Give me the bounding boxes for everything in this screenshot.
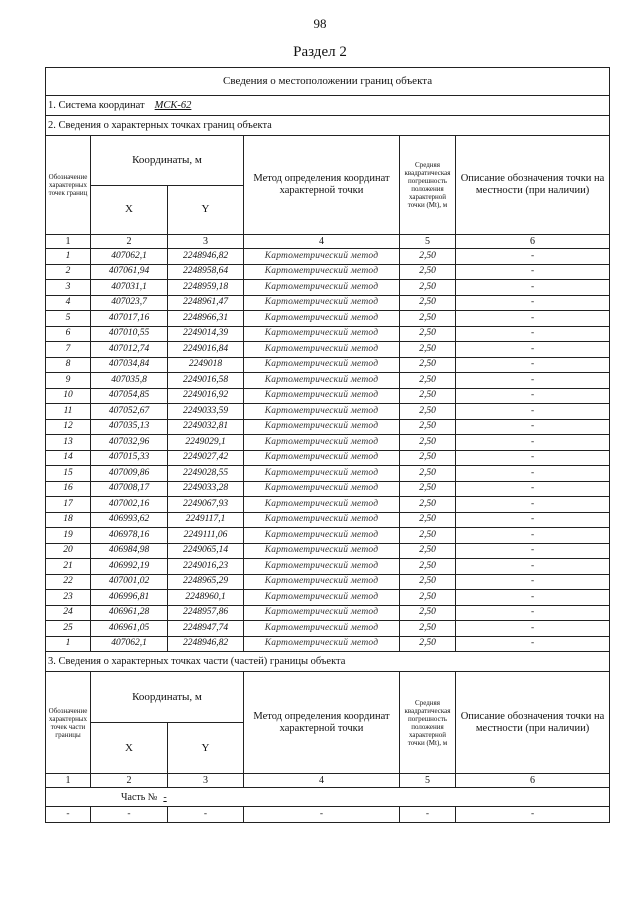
coordinate-system-row [46,96,610,116]
coord-y: 2249065,14 [168,543,244,559]
point-number: 2 [46,264,91,280]
header-coords-part: Координаты, м [91,672,244,723]
point-number: 15 [46,466,91,482]
table-row [46,636,610,652]
accuracy-cell: 2,50 [400,295,456,311]
table-row [46,497,610,513]
accuracy-cell: 2,50 [400,311,456,327]
coord-x: 406996,81 [91,590,168,606]
method-cell: Картометрический метод [244,295,400,311]
coord-x: 407001,02 [91,574,168,590]
point-number: 18 [46,512,91,528]
table-row [46,419,610,435]
method-cell: Картометрический метод [244,435,400,451]
table-row [46,280,610,296]
column-number: 2 [91,235,168,249]
part-cell: - [46,807,91,823]
table-row [46,357,610,373]
accuracy-cell: 2,50 [400,528,456,544]
method-cell: Картометрический метод [244,373,400,389]
section-3-row [46,652,610,672]
header-description-part: Описание обозначения точки на местности (при наличии) [456,672,610,774]
column-number: 6 [456,235,610,249]
accuracy-cell: 2,50 [400,543,456,559]
coord-y: 2248966,31 [168,311,244,327]
table-row [46,249,610,265]
column-number: 3 [168,774,244,788]
header-designation: Обозначение характерных точек границ [46,136,91,235]
coord-y: 2248947,74 [168,621,244,637]
coord-x: 406978,16 [91,528,168,544]
coord-x: 407023,7 [91,295,168,311]
header-designation-part: Обозначение характерных точек части границы [46,672,91,774]
coord-x: 407054,85 [91,388,168,404]
description-cell: - [456,280,610,296]
description-cell: - [456,466,610,482]
point-number: 7 [46,342,91,358]
point-number: 21 [46,559,91,575]
column-number: 4 [244,774,400,788]
coord-x: 407062,1 [91,249,168,265]
part-cell: - [168,807,244,823]
coord-y: 2248960,1 [168,590,244,606]
coord-y: 2249018 [168,357,244,373]
accuracy-cell: 2,50 [400,357,456,373]
accuracy-cell: 2,50 [400,280,456,296]
table-row [46,559,610,575]
header-method: Метод определения координат характерной точки [244,136,400,235]
method-cell: Картометрический метод [244,497,400,513]
header-method-part: Метод определения координат характерной точки [244,672,400,774]
coord-x: 407034,84 [91,357,168,373]
description-cell: - [456,419,610,435]
method-cell: Картометрический метод [244,590,400,606]
method-cell: Картометрический метод [244,326,400,342]
description-cell: - [456,621,610,637]
method-cell: Картометрический метод [244,481,400,497]
header-coords: Координаты, м [91,136,244,186]
coord-x: 407008,17 [91,481,168,497]
method-cell: Картометрический метод [244,528,400,544]
method-cell: Картометрический метод [244,280,400,296]
accuracy-cell: 2,50 [400,481,456,497]
method-cell: Картометрический метод [244,543,400,559]
method-cell: Картометрический метод [244,311,400,327]
column-number: 3 [168,235,244,249]
table-row [46,404,610,420]
header-y-part: Y [168,723,244,774]
method-cell: Картометрический метод [244,404,400,420]
boundary-table [45,67,610,823]
point-number: 24 [46,605,91,621]
column-number: 5 [400,774,456,788]
accuracy-cell: 2,50 [400,264,456,280]
part-header-row [46,672,610,723]
accuracy-cell: 2,50 [400,435,456,451]
part-label-cell [46,788,610,807]
table-row [46,466,610,482]
description-cell: - [456,264,610,280]
table-row [46,388,610,404]
coord-x: 407032,96 [91,435,168,451]
part-cell: - [244,807,400,823]
coord-x: 406993,62 [91,512,168,528]
coord-y: 2249033,59 [168,404,244,420]
coord-y: 2249016,92 [168,388,244,404]
description-cell: - [456,373,610,389]
coord-x: 407052,67 [91,404,168,420]
description-cell: - [456,404,610,420]
description-cell: - [456,388,610,404]
method-cell: Картометрический метод [244,636,400,652]
point-number: 12 [46,419,91,435]
table-row [46,326,610,342]
point-number: 23 [46,590,91,606]
coord-x: 407017,16 [91,311,168,327]
point-number: 13 [46,435,91,451]
coord-y: 2248957,86 [168,605,244,621]
accuracy-cell: 2,50 [400,605,456,621]
point-number: 22 [46,574,91,590]
description-cell: - [456,481,610,497]
table-row [46,450,610,466]
table-row [46,311,610,327]
method-cell: Картометрический метод [244,249,400,265]
method-cell: Картометрический метод [244,419,400,435]
description-cell: - [456,636,610,652]
part-label-row [46,788,610,807]
point-number: 17 [46,497,91,513]
point-number: 5 [46,311,91,327]
point-number: 20 [46,543,91,559]
part-label: Часть № [121,791,158,803]
description-cell: - [456,295,610,311]
table-row [46,543,610,559]
description-cell: - [456,357,610,373]
table-row [46,435,610,451]
accuracy-cell: 2,50 [400,497,456,513]
coord-x: 407035,8 [91,373,168,389]
description-cell: - [456,249,610,265]
table-row [46,605,610,621]
coord-x: 406961,05 [91,621,168,637]
column-number: 2 [91,774,168,788]
coord-y: 2249014,39 [168,326,244,342]
accuracy-cell: 2,50 [400,404,456,420]
table-row [46,481,610,497]
coordinate-system-value: МСК-62 [154,100,192,111]
coord-x: 407062,1 [91,636,168,652]
point-number: 1 [46,249,91,265]
point-number: 9 [46,373,91,389]
point-number: 8 [46,357,91,373]
column-number: 1 [46,774,91,788]
accuracy-cell: 2,50 [400,636,456,652]
accuracy-cell: 2,50 [400,326,456,342]
coord-y: 2249067,93 [168,497,244,513]
coord-x: 407015,33 [91,450,168,466]
table-row [46,512,610,528]
coord-x: 407031,1 [91,280,168,296]
coord-x: 407002,16 [91,497,168,513]
header-y: Y [168,185,244,235]
description-cell: - [456,512,610,528]
description-cell: - [456,543,610,559]
accuracy-cell: 2,50 [400,512,456,528]
coord-y: 2249111,06 [168,528,244,544]
part-cell: - [400,807,456,823]
point-number: 1 [46,636,91,652]
method-cell: Картометрический метод [244,512,400,528]
point-number: 6 [46,326,91,342]
coord-x: 406961,28 [91,605,168,621]
section-3-title: 3. Сведения о характерных точках части (частей) границы объекта [46,652,610,672]
accuracy-cell: 2,50 [400,373,456,389]
accuracy-cell: 2,50 [400,559,456,575]
accuracy-cell: 2,50 [400,450,456,466]
description-cell: - [456,590,610,606]
method-cell: Картометрический метод [244,357,400,373]
description-cell: - [456,497,610,513]
accuracy-cell: 2,50 [400,466,456,482]
coord-x: 407012,74 [91,342,168,358]
description-cell: - [456,342,610,358]
coord-y: 2249029,1 [168,435,244,451]
coord-y: 2249016,84 [168,342,244,358]
page-number: 98 [313,16,327,31]
accuracy-cell: 2,50 [400,574,456,590]
table-row [46,295,610,311]
part-cell: - [456,807,610,823]
point-number: 14 [46,450,91,466]
accuracy-cell: 2,50 [400,590,456,606]
coord-y: 2249027,42 [168,450,244,466]
point-number: 19 [46,528,91,544]
description-cell: - [456,605,610,621]
table-row [46,342,610,358]
part-value: - [163,791,167,803]
header-description: Описание обозначения точки на местности (при наличии) [456,136,610,235]
point-number: 10 [46,388,91,404]
table-row [46,528,610,544]
description-cell: - [456,559,610,575]
table-row [46,264,610,280]
method-cell: Картометрический метод [244,621,400,637]
coordinate-system-label: 1. Система координат [48,100,145,111]
column-number: 5 [400,235,456,249]
coord-x: 407035,13 [91,419,168,435]
point-number: 3 [46,280,91,296]
table-title: Сведения о местоположении границ объекта [46,68,610,96]
method-cell: Картометрический метод [244,342,400,358]
column-numbers-row-part [46,774,610,788]
coord-x: 407061,94 [91,264,168,280]
header-x-part: X [91,723,168,774]
description-cell: - [456,435,610,451]
point-number: 16 [46,481,91,497]
coord-y: 2249016,58 [168,373,244,389]
accuracy-cell: 2,50 [400,621,456,637]
coord-y: 2248959,18 [168,280,244,296]
accuracy-cell: 2,50 [400,342,456,358]
table-row [46,621,610,637]
coord-x: 406984,98 [91,543,168,559]
section-2-title: 2. Сведения о характерных точках границ объекта [46,116,610,136]
accuracy-cell: 2,50 [400,419,456,435]
column-number: 1 [46,235,91,249]
table-row [46,574,610,590]
table-row [46,373,610,389]
method-cell: Картометрический метод [244,466,400,482]
section-title: Раздел 2 [293,44,347,60]
part-cell: - [91,807,168,823]
method-cell: Картометрический метод [244,450,400,466]
coord-x: 407010,55 [91,326,168,342]
part-data-row [46,807,610,823]
coord-y: 2248958,64 [168,264,244,280]
coord-y: 2248946,82 [168,249,244,265]
coord-x: 407009,86 [91,466,168,482]
method-cell: Картометрический метод [244,559,400,575]
accuracy-cell: 2,50 [400,388,456,404]
accuracy-cell: 2,50 [400,249,456,265]
description-cell: - [456,450,610,466]
description-cell: - [456,311,610,327]
description-cell: - [456,574,610,590]
coord-y: 2248965,29 [168,574,244,590]
column-numbers-row [46,235,610,249]
header-x: X [91,185,168,235]
column-number: 6 [456,774,610,788]
point-number: 4 [46,295,91,311]
coord-y: 2248961,47 [168,295,244,311]
table-row [46,590,610,606]
coord-y: 2249117,1 [168,512,244,528]
header-accuracy: Средняя квадратическая погрешность положения характерной точки (Mt), м [400,136,456,235]
boundary-table-container [45,67,609,823]
point-number: 11 [46,404,91,420]
description-cell: - [456,528,610,544]
description-cell: - [456,326,610,342]
method-cell: Картометрический метод [244,605,400,621]
coord-y: 2248946,82 [168,636,244,652]
method-cell: Картометрический метод [244,264,400,280]
column-number: 4 [244,235,400,249]
method-cell: Картометрический метод [244,388,400,404]
coord-y: 2249033,28 [168,481,244,497]
method-cell: Картометрический метод [244,574,400,590]
point-number: 25 [46,621,91,637]
coord-y: 2249032,81 [168,419,244,435]
header-accuracy-part: Средняя квадратическая погрешность положения характерной точки (Mt), м [400,672,456,774]
coord-x: 406992,19 [91,559,168,575]
coord-y: 2249016,23 [168,559,244,575]
coord-y: 2249028,55 [168,466,244,482]
